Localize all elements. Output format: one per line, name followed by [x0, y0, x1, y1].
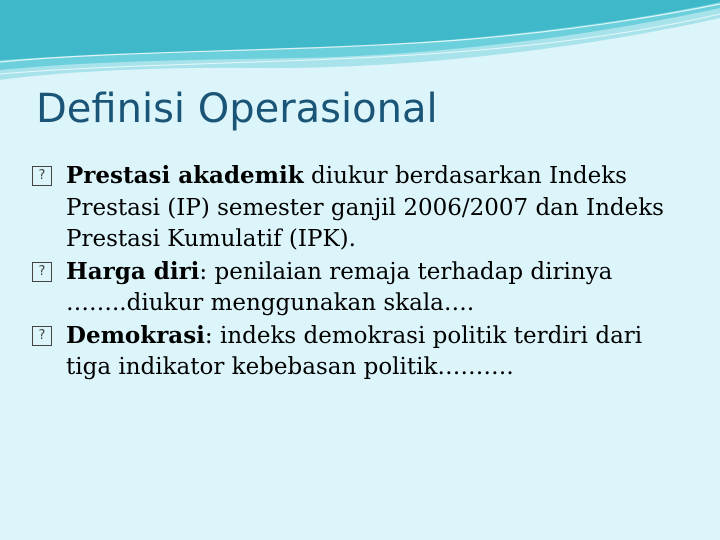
term-separator: : [199, 258, 208, 285]
list-item-harga-diri [32, 256, 692, 320]
slide-title: Definisi Operasional [36, 86, 438, 132]
bullet-icon: ? [32, 262, 52, 282]
header-wave-decoration [0, 0, 720, 90]
term-label: Prestasi akademik [66, 162, 304, 189]
term-description: indeks demokrasi politik terdiri dari tiga indikator kebebasan politik………. [66, 322, 643, 380]
bullet-icon: ? [32, 326, 52, 346]
term-label: Harga diri [66, 257, 200, 285]
list-item-demokrasi [32, 320, 692, 384]
bullet-list [32, 160, 692, 384]
list-item-prestasi [32, 160, 692, 256]
term-separator: : [204, 322, 213, 349]
bullet-icon: ? [32, 166, 52, 186]
term-label: Demokrasi [66, 321, 205, 349]
term-description: penilaian remaja terhadap dirinya ……..diukur menggunakan skala…. [66, 258, 613, 316]
term-description: diukur berdasarkan Indeks Prestasi (IP) semester ganjil 2006/2007 dan Indeks Prestasi Kumulatif (IPK). [66, 163, 664, 252]
